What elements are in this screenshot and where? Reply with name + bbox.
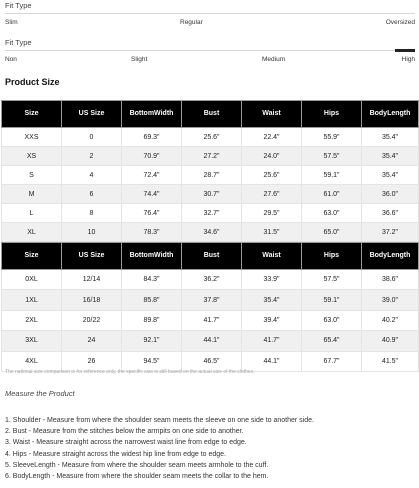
size-disclaimer-note: The national size comparison is for reference only, the specific size is still based on the actual size of the clothes. (5, 369, 255, 375)
fit-scale-line (5, 50, 415, 51)
table-cell: 74.4" (122, 185, 182, 204)
table-cell: 0 (62, 128, 122, 147)
table-cell: 36.0" (362, 185, 419, 204)
product-size-title: Product Size (5, 77, 60, 87)
table-cell: 3XL (2, 331, 62, 351)
table-cell: 46.5" (182, 351, 242, 371)
table-cell: 76.4" (122, 204, 182, 223)
column-header: Waist (242, 243, 302, 270)
size-table-header (2, 101, 419, 128)
table-cell: 35.4" (362, 128, 419, 147)
table-cell: 63.0" (302, 204, 362, 223)
measure-instruction-item: 4. Hips - Measure straight across the widest hip line from edge to edge. (5, 450, 226, 458)
fit-option-slight: Slight (131, 56, 148, 63)
table-cell: 36.6" (362, 204, 419, 223)
table-cell: 2XL (2, 310, 62, 330)
table-cell: 44.1" (242, 351, 302, 371)
table-cell: 61.0" (302, 185, 362, 204)
table-cell: 65.0" (302, 223, 362, 242)
table-cell: 30.7" (182, 185, 242, 204)
column-header: BodyLength (362, 101, 419, 128)
table-cell: 12/14 (62, 270, 122, 290)
column-header: Size (2, 243, 62, 270)
fit-type-title: Fit Type (5, 1, 32, 10)
table-cell: 35.4" (242, 290, 302, 310)
fit-option-non: Non (5, 56, 17, 63)
table-cell: 8 (62, 204, 122, 223)
size-table-regular (1, 100, 419, 242)
table-cell: 2 (62, 147, 122, 166)
table-cell: 57.5" (302, 270, 362, 290)
fit-scale-labels (5, 56, 415, 66)
table-cell: 39.4" (242, 310, 302, 330)
column-header: Bust (182, 243, 242, 270)
table-cell: 31.5" (242, 223, 302, 242)
measure-instructions-list (5, 415, 314, 482)
table-cell: 89.8" (122, 310, 182, 330)
table-cell: 41.7" (182, 310, 242, 330)
table-cell: 37.8" (182, 290, 242, 310)
table-cell: 16/18 (62, 290, 122, 310)
measure-instruction-item: 1. Shoulder - Measure from where the shoulder seam meets the sleeve on one side to another side. (5, 417, 314, 424)
column-header: Size (2, 101, 62, 128)
table-cell: 27.2" (182, 147, 242, 166)
table-cell: 29.5" (242, 204, 302, 223)
table-cell: 28.7" (182, 166, 242, 185)
fit-option-medium: Medium (262, 56, 286, 63)
table-cell: XS (2, 147, 62, 166)
table-cell: 67.7" (302, 351, 362, 371)
table-cell: 20/22 (62, 310, 122, 330)
measure-instruction-item: 2. Bust - Measure from the stitches below the armpits on one side to another. (5, 428, 244, 436)
table-cell: 4XL (2, 351, 62, 371)
table-cell: 27.6" (242, 185, 302, 204)
table-cell: 35.4" (362, 166, 419, 185)
table-cell: 4 (62, 166, 122, 185)
table-cell: 70.9" (122, 147, 182, 166)
fit-option-high: High (401, 56, 415, 63)
table-cell: 94.5" (122, 351, 182, 371)
table-cell: 36.2" (182, 270, 242, 290)
table-cell: 39.0" (362, 290, 419, 310)
table-cell: 78.3" (122, 223, 182, 242)
table-cell: 0XL (2, 270, 62, 290)
table-cell: 40.9" (362, 331, 419, 351)
table-cell: 59.1" (302, 166, 362, 185)
table-row (2, 204, 419, 223)
table-cell: 41.7" (242, 331, 302, 351)
table-cell: 84.3" (122, 270, 182, 290)
table-cell: 59.1" (302, 290, 362, 310)
table-cell: 92.1" (122, 331, 182, 351)
table-cell: 38.6" (362, 270, 419, 290)
table-cell: L (2, 204, 62, 223)
fit-type-divider (5, 13, 415, 14)
table-cell: 65.4" (302, 331, 362, 351)
column-header: US Size (62, 101, 122, 128)
column-header: BodyLength (362, 243, 419, 270)
measure-instruction-item: 3. Waist - Measure straight across the narrowest waist line from edge to edge. (5, 439, 247, 447)
table-cell: 24.0" (242, 147, 302, 166)
table-cell: 40.2" (362, 310, 419, 330)
table-cell: XL (2, 223, 62, 242)
table-cell: 24 (62, 331, 122, 351)
fit-option-regular: Regular (180, 19, 203, 26)
table-cell: M (2, 185, 62, 204)
table-cell: 55.9" (302, 128, 362, 147)
table-cell: 10 (62, 223, 122, 242)
table-cell: 63.0" (302, 310, 362, 330)
table-cell: 32.7" (182, 204, 242, 223)
column-header: Waist (242, 101, 302, 128)
table-cell: 25.6" (182, 128, 242, 147)
measure-instruction-item: 6. BodyLength - Measure from where the shoulder seam meets the collar to the hem. (5, 473, 269, 481)
table-cell: 34.6" (182, 223, 242, 242)
table-cell: 35.4" (362, 147, 419, 166)
table-cell: 1XL (2, 290, 62, 310)
table-row (2, 128, 419, 147)
table-cell: 85.8" (122, 290, 182, 310)
table-cell: 25.6" (242, 166, 302, 185)
size-table-header (2, 243, 419, 270)
column-header: Hips (302, 243, 362, 270)
table-cell: 6 (62, 185, 122, 204)
table-row (2, 223, 419, 242)
table-cell: 22.4" (242, 128, 302, 147)
measure-title: Measure the Product (5, 389, 75, 398)
table-cell: 44.1" (182, 331, 242, 351)
table-cell: 26 (62, 351, 122, 371)
table-cell: 41.5" (362, 351, 419, 371)
fit-scale-selected-marker (395, 49, 415, 52)
table-row (2, 331, 419, 351)
fit-option-slim: Slim (5, 19, 18, 26)
column-header: Bust (182, 101, 242, 128)
table-row (2, 185, 419, 204)
table-cell: S (2, 166, 62, 185)
measure-instruction-item: 5. SleeveLength - Measure from where the shoulder seam meets armhole to the cuff. (5, 461, 269, 469)
size-table-plus (1, 242, 419, 372)
fit-type-scale-labels (5, 19, 415, 29)
table-cell: XXS (2, 128, 62, 147)
column-header: US Size (62, 243, 122, 270)
column-header: BottomWidth (122, 101, 182, 128)
column-header: Hips (302, 101, 362, 128)
table-row (2, 310, 419, 330)
fit-option-oversized: Oversized (385, 19, 415, 26)
table-cell: 37.2" (362, 223, 419, 242)
table-cell: 69.3" (122, 128, 182, 147)
table-row (2, 166, 419, 185)
table-cell: 33.9" (242, 270, 302, 290)
table-row (2, 270, 419, 290)
table-cell: 72.4" (122, 166, 182, 185)
fit-type-title-2: Fit Type (5, 38, 32, 47)
table-cell: 57.5" (302, 147, 362, 166)
column-header: BottomWidth (122, 243, 182, 270)
table-row (2, 147, 419, 166)
table-row (2, 290, 419, 310)
